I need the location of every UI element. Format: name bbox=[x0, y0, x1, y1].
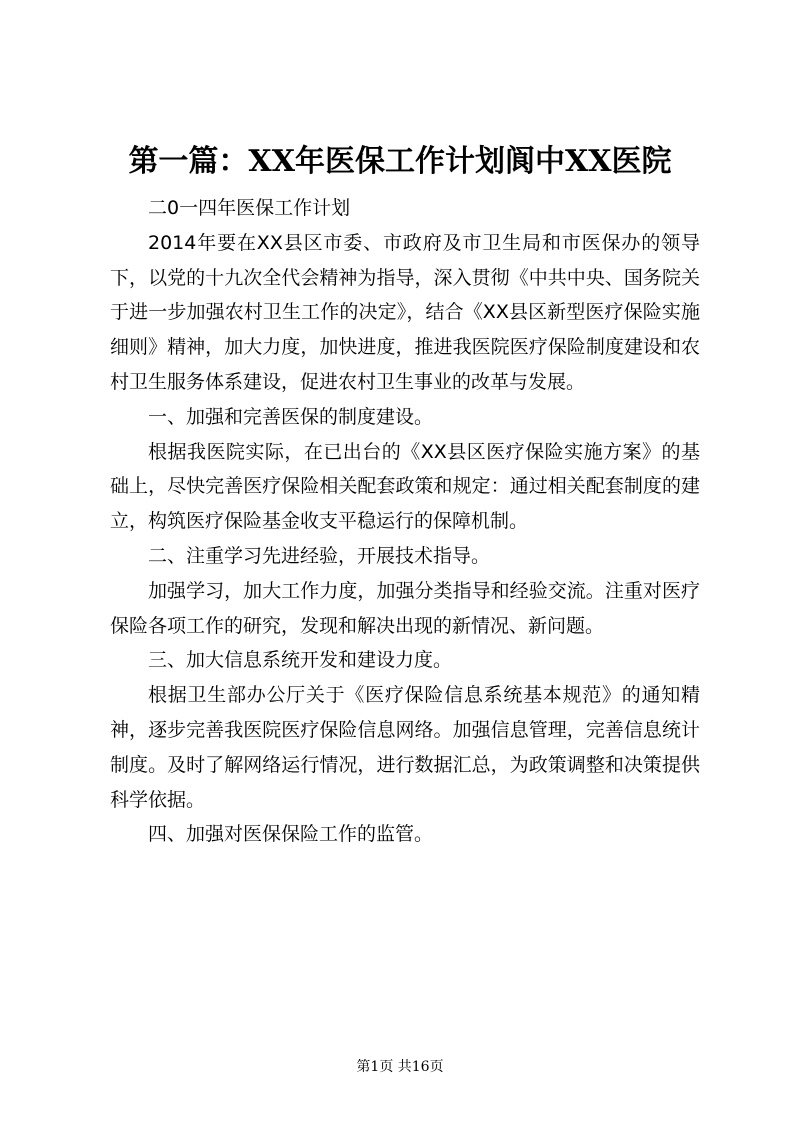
section-paragraph-2: 加强学习，加大工作力度，加强分类指导和经验交流。注重对医疗保险各项工作的研究，发现和解决出现的新情况、新问题。 bbox=[110, 579, 700, 637]
section-paragraph-1: 根据我医院实际，在已出台的《XX县区医疗保险实施方案》的基础上，尽快完善医疗保险相关配套政策和规定：通过相关配套制度的建立，构筑医疗保险基金收支平稳运行的保障机制。 bbox=[110, 440, 700, 533]
section-heading-2: 二、注重学习先进经验，开展技术指导。 bbox=[148, 544, 491, 567]
section-heading-3: 三、加大信息系统开发和建设力度。 bbox=[148, 649, 453, 672]
document-title: 第一篇：XX年医保工作计划阆中XX医院 bbox=[128, 144, 672, 179]
section-heading-1: 一、加强和完善医保的制度建设。 bbox=[148, 405, 434, 428]
document-body bbox=[110, 191, 700, 852]
section-paragraph-3: 根据卫生部办公厅关于《医疗保险信息系统基本规范》的通知精神，逐步完善我医院医疗保险信息网络。加强信息管理，完善信息统计制度。及时了解网络运行情况，进行数据汇总，为政策调整和决策提供科学依据。 bbox=[110, 684, 700, 811]
intro-paragraph: 2014年要在XX县区市委、市政府及市卫生局和市医保办的领导下，以党的十九次全代会精神为指导，深入贯彻《中共中央、国务院关于进一步加强农村卫生工作的决定》，结合《XX县区新型医疗保险实施细则》精神，加大力度，加快进度，推进我医院医疗保险制度建设和农村卫生服务体系建设，促进农村卫生事业的改革与发展。 bbox=[110, 231, 700, 393]
section-heading-4: 四、加强对医保保险工作的监管。 bbox=[148, 823, 434, 846]
page-number-footer: 第1页 共16页 bbox=[356, 1059, 444, 1075]
subtitle-paragraph: 二0一四年医保工作计划 bbox=[148, 197, 351, 219]
